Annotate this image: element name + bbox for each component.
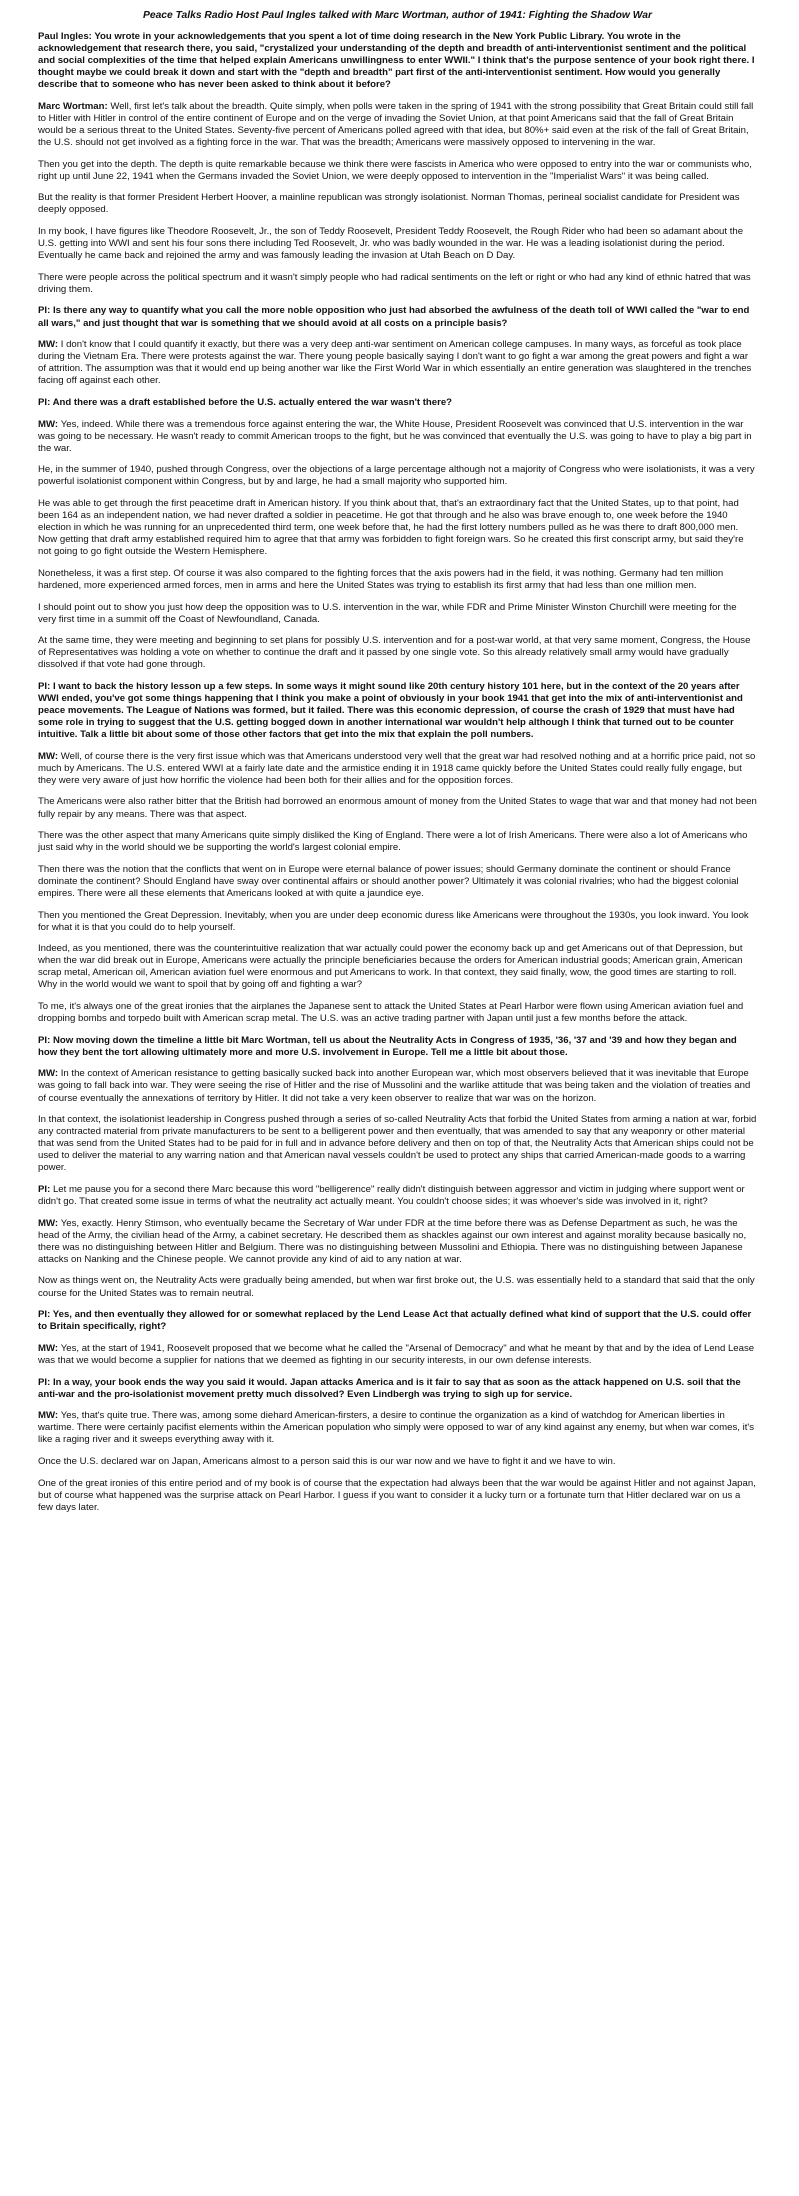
speaker-label: PI: [38,1034,53,1046]
paragraph-text: There were people across the political spectrum and it wasn't simply people who had radical sentiments on the left or right or who had any kind of ethnic hatred that was driving them. [38,271,751,295]
paragraph-text: Yes, that's quite true. There was, among some diehard American-firsters, a desire to continue the organization as a kind of watchdog for American liberties in wartime. There were certainly pacifist elements within the American population who simply were opposed to war of any kind against any enemy, but when war comes, it's like a raging river and it sweeps everything away with it. [38,1410,755,1446]
paragraph-text: And there was a draft established before the U.S. actually entered the war wasn't there? [52,396,453,408]
answer-continuation [38,864,757,900]
answer-continuation [38,602,757,626]
document-title: Peace Talks Radio Host Paul Ingles talked with Marc Wortman, author of 1941: Fighting the Shadow War [142,10,653,21]
author-answer [38,1410,757,1446]
paragraph-text: Now moving down the timeline a little bit Marc Wortman, tell us about the Neutrality Acts in Congress of 1935, '36, '37 and '39 and how they began and how they bent the tort allowing ultimately more and more U.S. involvement in Europe. Tell me a little bit about those. [38,1034,737,1058]
speaker-label: MW: [38,1410,61,1422]
answer-continuation [38,159,757,183]
paragraph-text: In the context of American resistance to getting basically sucked back into another European war, which most observers believed that it was inevitable that Europe was going to fall back into war. They were seeing the rise of Hitler and the rise of Mussolini and the warlike attitude that was being taken and the violation of treaties and of course eventually the annexations of territory by Hitler. It did not take a very keen observer to realize that war was on the horizon. [38,1068,751,1104]
speaker-label: PI: [38,680,53,692]
answer-continuation [38,943,757,991]
paragraph-text: At the same time, they were meeting and beginning to set plans for possibly U.S. intervention and for a post-war world, at that very same moment, Congress, the House of Representatives was holding a vote on whether to continue the draft and it passed by one single vote. So this already relatively small army would have gradually dissolved if that vote had gone through. [38,635,751,671]
paragraph-text: Then there was the notion that the conflicts that went on in Europe were eternal balance of power issues; should Germany dominate the continent or should France dominate the continent? Should England have sway over continental affairs or should another power? Ultimately it was colonial rivalries; who had the biggest colonial empires. There were all these elements that Americans looked at with quite a jaundice eye. [38,863,739,899]
paragraph-text: He, in the summer of 1940, pushed through Congress, over the objections of a large percentage although not a majority of Congress who were isolationists, it was a very powerful isolationist component within Congress, but by and large, he had a small majority who supported him. [38,464,755,488]
paragraph-text: Nonetheless, it was a first step. Of course it was also compared to the fighting forces that the axis powers had in the field, it was nothing. Germany had ten million hardened, more experienced armed forces, men in arms and here the United States was trying to establish its first army that had less than one million men. [38,567,724,591]
answer-continuation [38,910,757,934]
author-answer [38,751,757,787]
paragraph-text: Let me pause you for a second there Marc because this word "belligerence" really didn't distinguish between aggressor and victim in judging where support went or didn't go. That created some issue in terms of what the neutrality act actually meant. You couldn't choose sides; it was whoever's side was involved in it, right? [38,1184,745,1208]
paragraph-text: Yes, exactly. Henry Stimson, who eventually became the Secretary of War under FDR at the time before there was as Defense Department as such, he was the head of the Army, the civilian head of the Army, a cabinet secretary. He described them as shackles against our own interest and against morality because basically no, there was no distinguishing between Hitler and Belgium. There was no distinguishing between Mussolini and Ethiopia. There was no distinguishing between Japanese attacks on Nanking and the Chinese people. We cannot provide any kind of aid to any nation at war. [38,1217,747,1265]
answer-continuation [38,1478,757,1514]
author-answer [38,101,757,149]
paragraph-text: Yes, indeed. While there was a tremendous force against entering the war, the White House, President Roosevelt was convinced that U.S. intervention in the war was going to be necessary. He wasn't ready to commit American troops to the fight, but he was convinced that eventually the U.S. was going to have to play a big part in the war. [38,418,752,454]
paragraph-text: Well, first let's talk about the breadth. Quite simply, when polls were taken in the spring of 1941 with the strong possibility that Great Britain could still fall to Hitler with Hitler in control of the entire continent of Europe and on the verge of invading the Soviet Union, at that point Americans said that the fall of Great Britain would be a serious threat to the United States. Seventy-five percent of Americans polled agreed with that idea, but 80%+ said even at the risk of the fall of Great Britain, the U.S. should not get involved as a fighting force in the war. That was the breadth; Americans were massively opposed to intervening in the war. [38,100,754,149]
paragraph-text: I don't know that I could quantify it exactly, but there was a very deep anti-war sentiment on American college campuses. In many ways, as forceful as took place during the Vietnam Era. There were protests against the war. There young people basically saying I don't want to go fight a war among the great powers and fight a war of attrition. The assumption was that it would end up being another war like the First World War in which essentially an entire generation was slaughtered in the trenches facing off against each other. [38,339,752,387]
transcript-body [38,31,757,1514]
paragraph-text: In a way, your book ends the way you said it would. Japan attacks America and is it fair to say that as soon as the attack happened on U.S. soil that the anti-war and the pro-isolationist movement pretty much dissolved? Even Lindbergh was trying to sigh up for service. [38,1376,741,1400]
paragraph-text: Yes, and then eventually they allowed for or somewhat replaced by the Lend Lease Act that actually defined what kind of support that the U.S. could offer to Britain specifically, right? [38,1309,752,1333]
speaker-label: MW: [38,339,61,351]
answer-continuation [38,830,757,854]
speaker-label: MW: [38,1342,61,1354]
paragraph-text: In that context, the isolationist leadership in Congress pushed through a series of so-called Neutrality Acts that forbid the United States from arming a nation at war, forbid any contracted material from private manufacturers to be sent to a belligerent power and then eventually, that was amended to say that any weaponry or other material that was send from the United States had to be paid for in full and in advance before delivery and then on top of that, the Neutrality Acts that American ships could not be used to deliver the material to any warring nation and that American naval vessels couldn't be used to protect any ships that carried American-made goods to a warring power. [38,1114,757,1174]
paragraph-text: Yes, at the start of 1941, Roosevelt proposed that we become what he called the "Arsenal of Democracy" and what he meant by that and by the idea of Lend Lease was that we would become a supplier for nations that we deemed as fighting in our security interests, in our own defense interests. [38,1342,755,1366]
paragraph-text: Well, of course there is the very first issue which was that Americans understood very well that the great war had resolved nothing and at a horrific price paid, not so much by Americans. The U.S. entered WWI at a fairly late date and the armistice ending it in 1918 came quickly before the United States could really fully engage, but they were very aware of just how horrific the violence had been both for their allies and for the opposition forces. [38,750,756,786]
speaker-label: Marc Wortman: [38,100,111,112]
paragraph-text: Then you get into the depth. The depth is quite remarkable because we think there were fascists in America who were opposed to entry into the war or communists who, right up until June 22, 1941 when the Germans invaded the Soviet Union, we were deeply opposed to intervention in the "Imperialist Wars" it was being called. [38,158,752,182]
answer-continuation [38,796,757,820]
author-answer [38,419,757,455]
paragraph-text: There was the other aspect that many Americans quite simply disliked the King of England. There were a lot of Irish Americans. There were also a lot of Americans who just said why in the world should we be supporting the world's largest colonial empire. [38,830,748,854]
answer-continuation [38,192,757,216]
paragraph-text: He was able to get through the first peacetime draft in American history. If you think about that, that's an extraordinary fact that the United States, up to that point, had been 164 as an independent nation, we had never drafted a soldier in peacetime. He got that through and he also was brave enough to, one week before the 1940 election in which he was running for an unprecedented third term, one week before that, he had the first lottery numbers pulled as he was there to draft 800,000 men. Now getting that draft army established required him to agree that that army was forbidden to fight foreign wars. So he created this first conscript army, but said they're not going to go fight outside the Western Hemisphere. [38,497,744,558]
interviewer-question [38,681,757,741]
interviewer-question [38,305,757,329]
author-answer [38,339,757,387]
interviewer-question [38,1035,757,1059]
answer-continuation [38,226,757,262]
paragraph-text: One of the great ironies of this entire period and of my book is of course that the expectation had always been that the war would be against Hitler and not against Japan, but of course what happened was the surprise attack on Pearl Harbor. I guess if you want to consider it a lucky turn or a fortunate turn that Hitler declared war on us a few days later. [38,1477,756,1513]
answer-continuation [38,568,757,592]
answer-continuation [38,272,757,296]
interviewer-question [38,1377,757,1401]
interviewer-remark [38,1184,757,1208]
paragraph-text: Indeed, as you mentioned, there was the counterintuitive realization that war actually could power the economy back up and get Americans out of that Depression, but when the war did break out in Europe, Americans were actually the principle beneficiaries because the orders for American industrial goods; American grain, American scrap metal, American oil, American aviation fuel were enormous and put Americans to work. In that context, they said finally, wow, the good times are starting to roll. Why in the world would we want to spoil that by going off and fighting a war? [38,943,743,991]
interviewer-question [38,397,757,409]
speaker-label: MW: [38,750,61,762]
paragraph-text: Then you mentioned the Great Depression. Inevitably, when you are under deep economic duress like Americans were throughout the 1930s, you look inward. You look for what it is that you could do to help yourself. [38,909,749,933]
answer-continuation [38,1114,757,1174]
paragraph-text: Now as things went on, the Neutrality Acts were gradually being amended, but when war first broke out, the U.S. was essentially held to a standard that said that the only course for the United States was to remain neutral. [38,1275,755,1299]
speaker-label: Paul Ingles: [38,31,95,43]
author-answer [38,1343,757,1367]
paragraph-text: I want to back the history lesson up a few steps. In some ways it might sound like 20th century history 101 here, but in the context of the 20 years after WWI ended, you've got some things happening that I think you make a point of obviously in your book 1941 that get into the mix of anti-interventionist and peace movements. The League of Nations was formed, but it failed. There was this economic depression, of course the crash of 1929 that must have had some role in trying to suggest that the U.S. getting bogged down in another international war wouldn't help although I think that turned out to be counter intuitive. Talk a little bit about some of those other factors that get into the mix that explain the poll numbers. [38,680,743,741]
paragraph-text: Is there any way to quantify what you call the more noble opposition who just had absorbed the awfulness of the death toll of WWI called the "war to end all wars," and just thought that war is something that we should avoid at all costs on a principle basis? [38,305,750,329]
paragraph-text: But the reality is that former President Herbert Hoover, a mainline republican was strongly isolationist. Norman Thomas, perineal socialist candidate for President was deeply opposed. [38,192,740,216]
answer-continuation [38,1001,757,1025]
paragraph-text: The Americans were also rather bitter that the British had borrowed an enormous amount of money from the United States to wage that war and that money had not been fully repair by any means. There was that aspect. [38,796,757,820]
answer-continuation [38,1275,757,1299]
interviewer-question [38,1309,757,1333]
speaker-label: MW: [38,1068,61,1080]
author-answer [38,1218,757,1266]
speaker-label: MW: [38,418,61,430]
paragraph-text: I should point out to show you just how deep the opposition was to U.S. intervention in the war, while FDR and Prime Minister Winston Churchill were meeting for the very first time in a summit off the Coast of Newfoundland, Canada. [38,601,737,625]
interviewer-question [38,31,757,91]
speaker-label: PI: [38,396,53,408]
paragraph-text: You wrote in your acknowledgements that you spent a lot of time doing research in the New York Public Library. You wrote in the acknowledgement that research there, you said, "crystalized your understanding of the depth and breadth of anti-interventionist sentiment and the political and social complexities of the time that helped explain Americans unwillingness to enter WWII." I think that's the purpose sentence of your book right there. I thought maybe we could break it down and start with the "depth and breadth" part first of the anti-interventionist sentiment. How would you generally describe that to someone who has never been asked to think about it before? [38,31,755,91]
speaker-label: PI: [38,1309,53,1321]
answer-continuation [38,464,757,488]
speaker-label: PI: [38,1376,53,1388]
paragraph-text: Once the U.S. declared war on Japan, Americans almost to a person said this is our war now and we have to fight it and we have to win. [38,1455,616,1467]
speaker-label: PI: [38,1184,53,1195]
author-answer [38,1068,757,1104]
answer-continuation [38,498,757,558]
speaker-label: PI: [38,305,53,317]
paragraph-text: To me, it's always one of the great ironies that the airplanes the Japanese sent to attack the United States at Pearl Harbor were flown using American aviation fuel and dropping bombs and torpedo built with American scrap metal. The U.S. was an active trading partner with Japan until just a few months before the attack. [38,1001,744,1025]
speaker-label: MW: [38,1217,61,1229]
answer-continuation [38,635,757,671]
paragraph-text: In my book, I have figures like Theodore Roosevelt, Jr., the son of Teddy Roosevelt, President Teddy Roosevelt, the Rough Rider who had been so adamant about the U.S. getting into WWI and sent his four sons there including Ted Roosevelt, Jr. who was badly wounded in the war. He was a leading isolationist during the period. Eventually he came back and rejoined the army and was famously leading the invasion at Utah Beach on D Day. [38,226,744,262]
answer-continuation [38,1456,757,1468]
